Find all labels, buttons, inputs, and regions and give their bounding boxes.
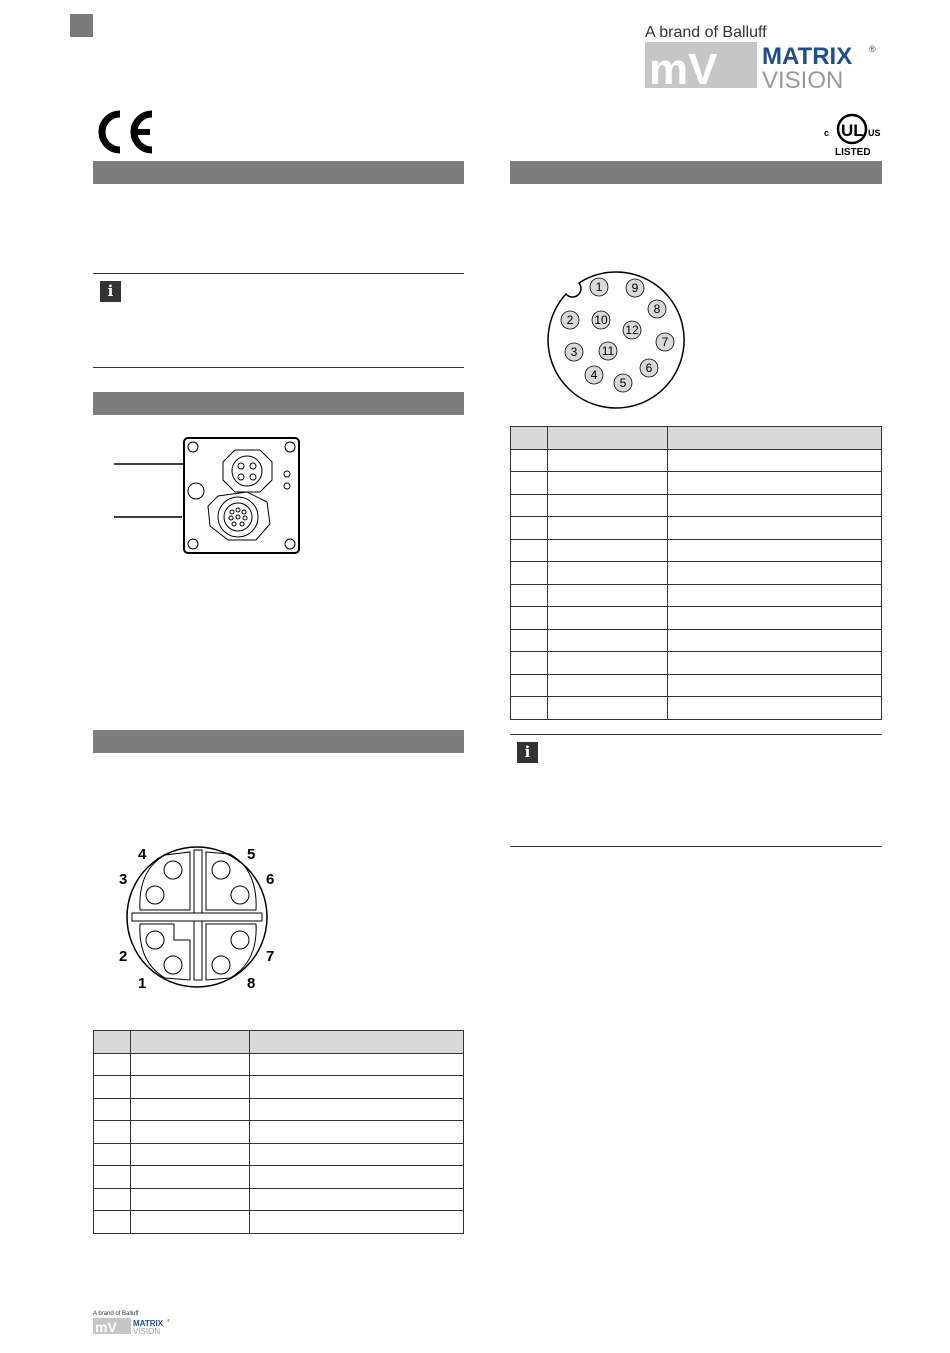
table-row (511, 674, 882, 697)
svg-text:MATRIX: MATRIX (133, 1319, 164, 1328)
svg-text:c: c (824, 128, 830, 138)
section-bar-right-1 (510, 161, 882, 184)
table-header-row (94, 1031, 464, 1054)
page-corner-marker (70, 14, 93, 37)
ul-listed-mark-icon (822, 112, 884, 158)
section-bar-left-2 (93, 392, 464, 415)
logo-mark-m: mV (649, 45, 718, 92)
pin-label: 5 (247, 846, 256, 863)
connector-12pin-diagram (545, 270, 690, 410)
table-row (511, 584, 882, 607)
logo-registered: ® (869, 44, 876, 54)
matrix-vision-logo (645, 42, 880, 92)
svg-text:mV: mV (95, 1319, 117, 1335)
camera-back-view-diagram (110, 436, 305, 556)
logo-line2: VISION (762, 67, 844, 92)
note-rule-bottom-right (510, 846, 882, 847)
pin-label: 2 (119, 948, 128, 965)
table-row (94, 1188, 464, 1211)
svg-text:LISTED: LISTED (835, 147, 871, 158)
note-rule-top (93, 273, 464, 274)
table-row (94, 1211, 464, 1234)
pin-label: 1 (595, 280, 603, 294)
pin-label: 4 (590, 368, 598, 382)
logo-line1: MATRIX (762, 43, 853, 70)
pin-label: 11 (601, 344, 615, 358)
pin-label: 3 (570, 345, 578, 359)
pin-label: 7 (661, 335, 669, 349)
table-header-row (511, 427, 882, 450)
table-row (511, 472, 882, 495)
table-row (94, 1121, 464, 1144)
table-row (511, 697, 882, 720)
pin-table-8pin (93, 1030, 464, 1234)
table-row (94, 1143, 464, 1166)
pin-label: 1 (138, 975, 147, 992)
pin-label: 5 (619, 376, 627, 390)
table-row (511, 449, 882, 472)
table-row (94, 1166, 464, 1189)
table-row (511, 562, 882, 585)
section-bar-left-1 (93, 161, 464, 184)
table-row (511, 494, 882, 517)
table-row (511, 629, 882, 652)
pin-label: 8 (247, 975, 256, 992)
svg-text:®: ® (167, 1318, 170, 1323)
svg-text:UL: UL (841, 121, 864, 140)
ce-mark-icon (92, 108, 156, 156)
section-bar-left-3 (93, 730, 464, 753)
pin-label: 4 (138, 846, 147, 863)
footer-matrix-vision-logo (93, 1318, 173, 1336)
table-row (511, 517, 882, 540)
brand-tagline: A brand of Balluff (645, 24, 767, 41)
pin-label: 12 (625, 323, 639, 337)
svg-text:US: US (868, 128, 881, 138)
table-row (511, 607, 882, 630)
pin-table-12pin (510, 426, 882, 720)
footer-brand-tagline: A brand of Balluff (93, 1311, 139, 1317)
pin-label: 6 (266, 871, 275, 888)
pin-label: 2 (566, 313, 574, 327)
pin-label: 10 (594, 313, 608, 327)
table-row (511, 652, 882, 675)
info-icon: i (100, 281, 121, 302)
pin-label: 3 (119, 871, 128, 888)
pin-label: 7 (266, 948, 275, 965)
pin-label: 9 (631, 281, 639, 295)
connector-8pin-diagram (110, 840, 285, 995)
table-row (94, 1076, 464, 1099)
table-row (94, 1053, 464, 1076)
note-rule-top-right (510, 734, 882, 735)
note-rule-bottom (93, 367, 464, 368)
info-icon: i (517, 742, 538, 763)
svg-text:VISION: VISION (133, 1327, 161, 1336)
table-row (511, 539, 882, 562)
pin-label: 6 (645, 361, 653, 375)
table-row (94, 1098, 464, 1121)
pin-label: 8 (653, 302, 661, 316)
